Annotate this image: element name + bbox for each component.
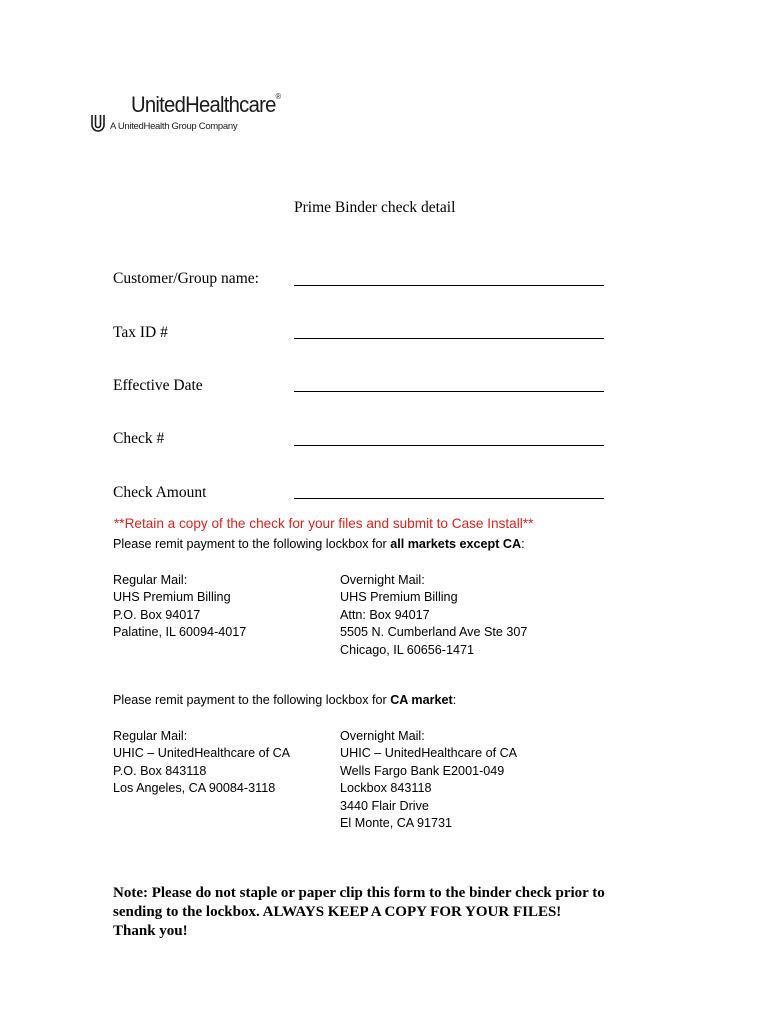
customer-group-name-field[interactable] bbox=[294, 285, 604, 286]
company-logo bbox=[91, 92, 291, 142]
address-line: El Monte, CA 91731 bbox=[340, 815, 453, 830]
address-line: Los Angeles, CA 90084-3118 bbox=[113, 781, 276, 796]
address-line: Lockbox 843118 bbox=[340, 781, 432, 796]
note-line: Note: Please do not staple or paper clip this form to the binder check prior to bbox=[113, 885, 605, 901]
address-line: Regular Mail: bbox=[113, 573, 188, 587]
page-title: Prime Binder check detail bbox=[294, 199, 456, 216]
address-line: Overnight Mail: bbox=[340, 729, 425, 743]
tax-id-label: Tax ID # bbox=[113, 324, 168, 341]
address-line: UHIC – UnitedHealthcare of CA bbox=[113, 746, 291, 761]
check-number-label: Check # bbox=[113, 430, 165, 447]
address-line: Regular Mail: bbox=[113, 729, 188, 743]
remit-ca-market-text: Please remit payment to the following lockbox for CA market: bbox=[113, 693, 457, 707]
logo-name: UnitedHealthcare® bbox=[131, 92, 281, 117]
retain-copy-notice: **Retain a copy of the check for your files and submit to Case Install** bbox=[114, 516, 534, 531]
address-line: Attn: Box 94017 bbox=[340, 607, 430, 622]
address-line: UHIC – UnitedHealthcare of CA bbox=[340, 746, 518, 761]
address-line: Chicago, IL 60656-1471 bbox=[340, 642, 474, 657]
remit-all-markets-text: Please remit payment to the following lockbox for all markets except CA: bbox=[113, 537, 525, 551]
check-amount-field[interactable] bbox=[294, 498, 604, 499]
note-line: sending to the lockbox. ALWAYS KEEP A COPY FOR YOUR FILES! bbox=[113, 904, 562, 920]
address-line: Overnight Mail: bbox=[340, 573, 425, 587]
regular-mail-address-all bbox=[113, 572, 246, 642]
logo-subtitle: A UnitedHealth Group Company bbox=[110, 121, 238, 132]
tax-id-field[interactable] bbox=[294, 338, 604, 339]
regular-mail-address-ca bbox=[113, 728, 290, 798]
effective-date-label: Effective Date bbox=[113, 377, 203, 394]
address-line: 3440 Flair Drive bbox=[340, 798, 429, 813]
effective-date-field[interactable] bbox=[294, 391, 604, 392]
address-line: Palatine, IL 60094-4017 bbox=[113, 625, 247, 640]
overnight-mail-address-ca bbox=[340, 728, 517, 832]
overnight-mail-address-all bbox=[340, 572, 527, 659]
address-line: UHS Premium Billing bbox=[113, 590, 231, 605]
customer-group-name-label: Customer/Group name: bbox=[113, 270, 259, 287]
staple-note bbox=[113, 884, 633, 941]
address-line: UHS Premium Billing bbox=[340, 590, 458, 605]
address-line: Wells Fargo Bank E2001-049 bbox=[340, 763, 505, 778]
address-line: 5505 N. Cumberland Ave Ste 307 bbox=[340, 625, 528, 640]
check-number-field[interactable] bbox=[294, 445, 604, 446]
address-line: P.O. Box 843118 bbox=[113, 763, 207, 778]
check-amount-label: Check Amount bbox=[113, 484, 207, 501]
uhg-logo-icon bbox=[91, 114, 105, 132]
note-line: Thank you! bbox=[113, 923, 188, 939]
address-line: P.O. Box 94017 bbox=[113, 607, 201, 622]
